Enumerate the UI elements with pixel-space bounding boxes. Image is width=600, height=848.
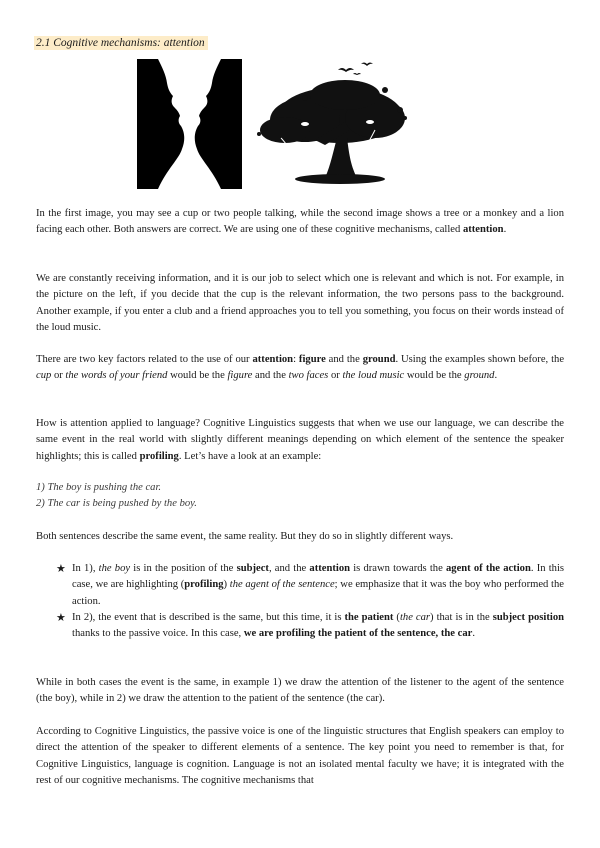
- section-heading: 2.1 Cognitive mechanisms: attention: [34, 36, 208, 50]
- bullet-list: [56, 561, 564, 642]
- paragraph-figure-ground: There are two key factors related to the use of our attention: figure and the ground. Using the examples shown before, the cup or the words of your friend would be the figure and the two faces or the loud music would be the ground.: [36, 354, 565, 382]
- paragraph-event-same: While in both cases the event is the same, in example 1) we draw the attention of the listener to the agent of the sentence (the boy), while in 2) we draw the attention to the patient of the sentence (the car).: [36, 677, 564, 705]
- example-sentences: [36, 480, 197, 513]
- star-bullet-icon: ★: [56, 562, 66, 575]
- paragraph-receiving-information: We are constantly receiving information, and it is our job to select which one is relevant and which is not. For example, in the picture on the left, if you decide that the cup is the relevant information, the two persons pass to the background. Another example, if you enter a club and a friend approaches you to tell you something, you focus on their words instead of the loud music.: [36, 273, 564, 333]
- paragraph-passive-voice: According to Cognitive Linguistics, the passive voice is one of the linguistic structures that English speakers can employ to direct the attention of the speaker to different elements of a sentence. The key point you need to remember is that, for Cognitive Linguistics, language is cognition. Language is not an isolated mental faculty we have; it is integrated with the rest of our cognitive mechanisms. The cognitive mechanisms that: [36, 726, 564, 786]
- star-bullet-icon: ★: [56, 610, 66, 624]
- paragraph-profiling: How is attention applied to language? Cognitive Linguistics suggests that when we use our language, we can describe the same event in the real world with slightly different meanings depending on which element of the sentence the speaker highlights; this is called profiling. Let’s have a look at an example:: [36, 418, 564, 462]
- paragraph-first-image: In the first image, you may see a cup or two people talking, while the second image shows a tree or a monkey and a lion facing each other. Both answers are correct. We are using one of these cognitive mechanisms, called attention.: [36, 208, 564, 236]
- example-2: 2) The car is being pushed by the boy.: [36, 498, 197, 510]
- example-1: 1) The boy is pushing the car.: [36, 482, 162, 493]
- term-profiling: profiling: [139, 450, 179, 462]
- term-ground: ground: [362, 354, 396, 365]
- rubin-vase-icon: [137, 59, 242, 189]
- list-item: ★ In 2), the event that is described is the same, but this time, it is the patient (the car) that is in the subject position thanks to the passive voice. In this case, we are profiling the patient of the sentence, the car.: [56, 610, 565, 640]
- term-attention: attention: [462, 224, 504, 236]
- term-figure: figure: [298, 354, 326, 365]
- tree-faces-icon: [245, 60, 410, 185]
- paragraph-both-sentences: Both sentences describe the same event, the same reality. But they do so in slightly different ways.: [36, 531, 454, 542]
- list-item: ★ In 1), the boy is in the position of the subject, and the attention is drawn towards the agent of the action. In this case, we are highlighting (profiling) the agent of the sentence; we emphasize that it was the boy who performed the action.: [56, 562, 565, 607]
